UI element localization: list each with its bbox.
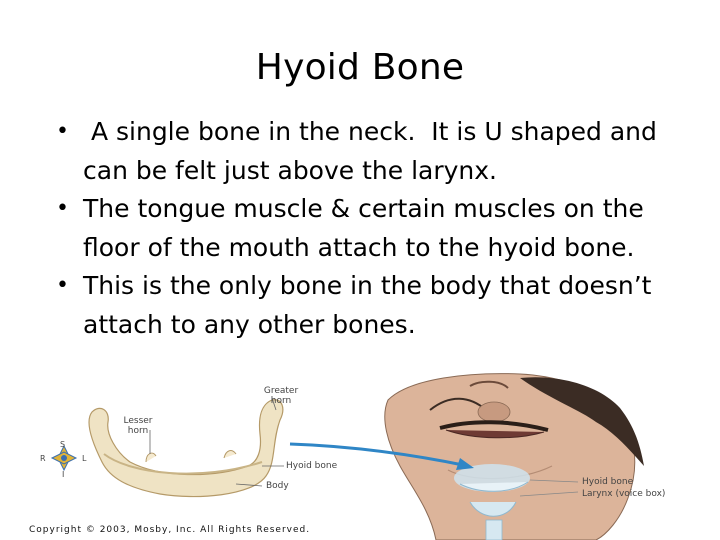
- label-larynx: Larynx (voice box): [582, 489, 666, 499]
- slide-title: Hyoid Bone: [255, 47, 465, 88]
- compass-i-label: I: [62, 470, 65, 479]
- illustration-art: [0, 370, 720, 540]
- label-greater-horn: Greater horn: [263, 386, 299, 406]
- compass-s-label: S: [60, 440, 66, 449]
- label-lesser-horn: Lesser horn: [123, 416, 153, 436]
- bullet-icon: •: [56, 196, 69, 221]
- copyright-notice: Copyright © 2003, Mosby, Inc. All Rights Reserved.: [29, 525, 311, 535]
- hyoid-illustration: [0, 370, 720, 540]
- bullet-text: A single bone in the neck. It is U shaped and can be felt just above the larynx.: [83, 117, 665, 185]
- bullet-icon: •: [56, 273, 69, 298]
- hyoid-bone-drawing: [89, 398, 284, 497]
- label-hyoid-bone: Hyoid bone: [286, 461, 338, 471]
- compass-r-label: R: [40, 454, 46, 463]
- compass-l-label: L: [82, 454, 87, 463]
- bullet-item: [56, 267, 696, 344]
- label-body: Body: [266, 481, 289, 491]
- bullet-text: This is the only bone in the body that doesn’t attach to any other bones.: [83, 271, 652, 339]
- bullet-text: The tongue muscle & certain muscles on the floor of the mouth attach to the hyoid bone.: [83, 194, 644, 262]
- label-hyoid-bone-right: Hyoid bone: [582, 477, 634, 487]
- bullet-icon: •: [56, 119, 69, 144]
- bullet-item: [56, 113, 696, 190]
- bullet-item: [56, 190, 696, 267]
- bullet-list: [56, 113, 696, 344]
